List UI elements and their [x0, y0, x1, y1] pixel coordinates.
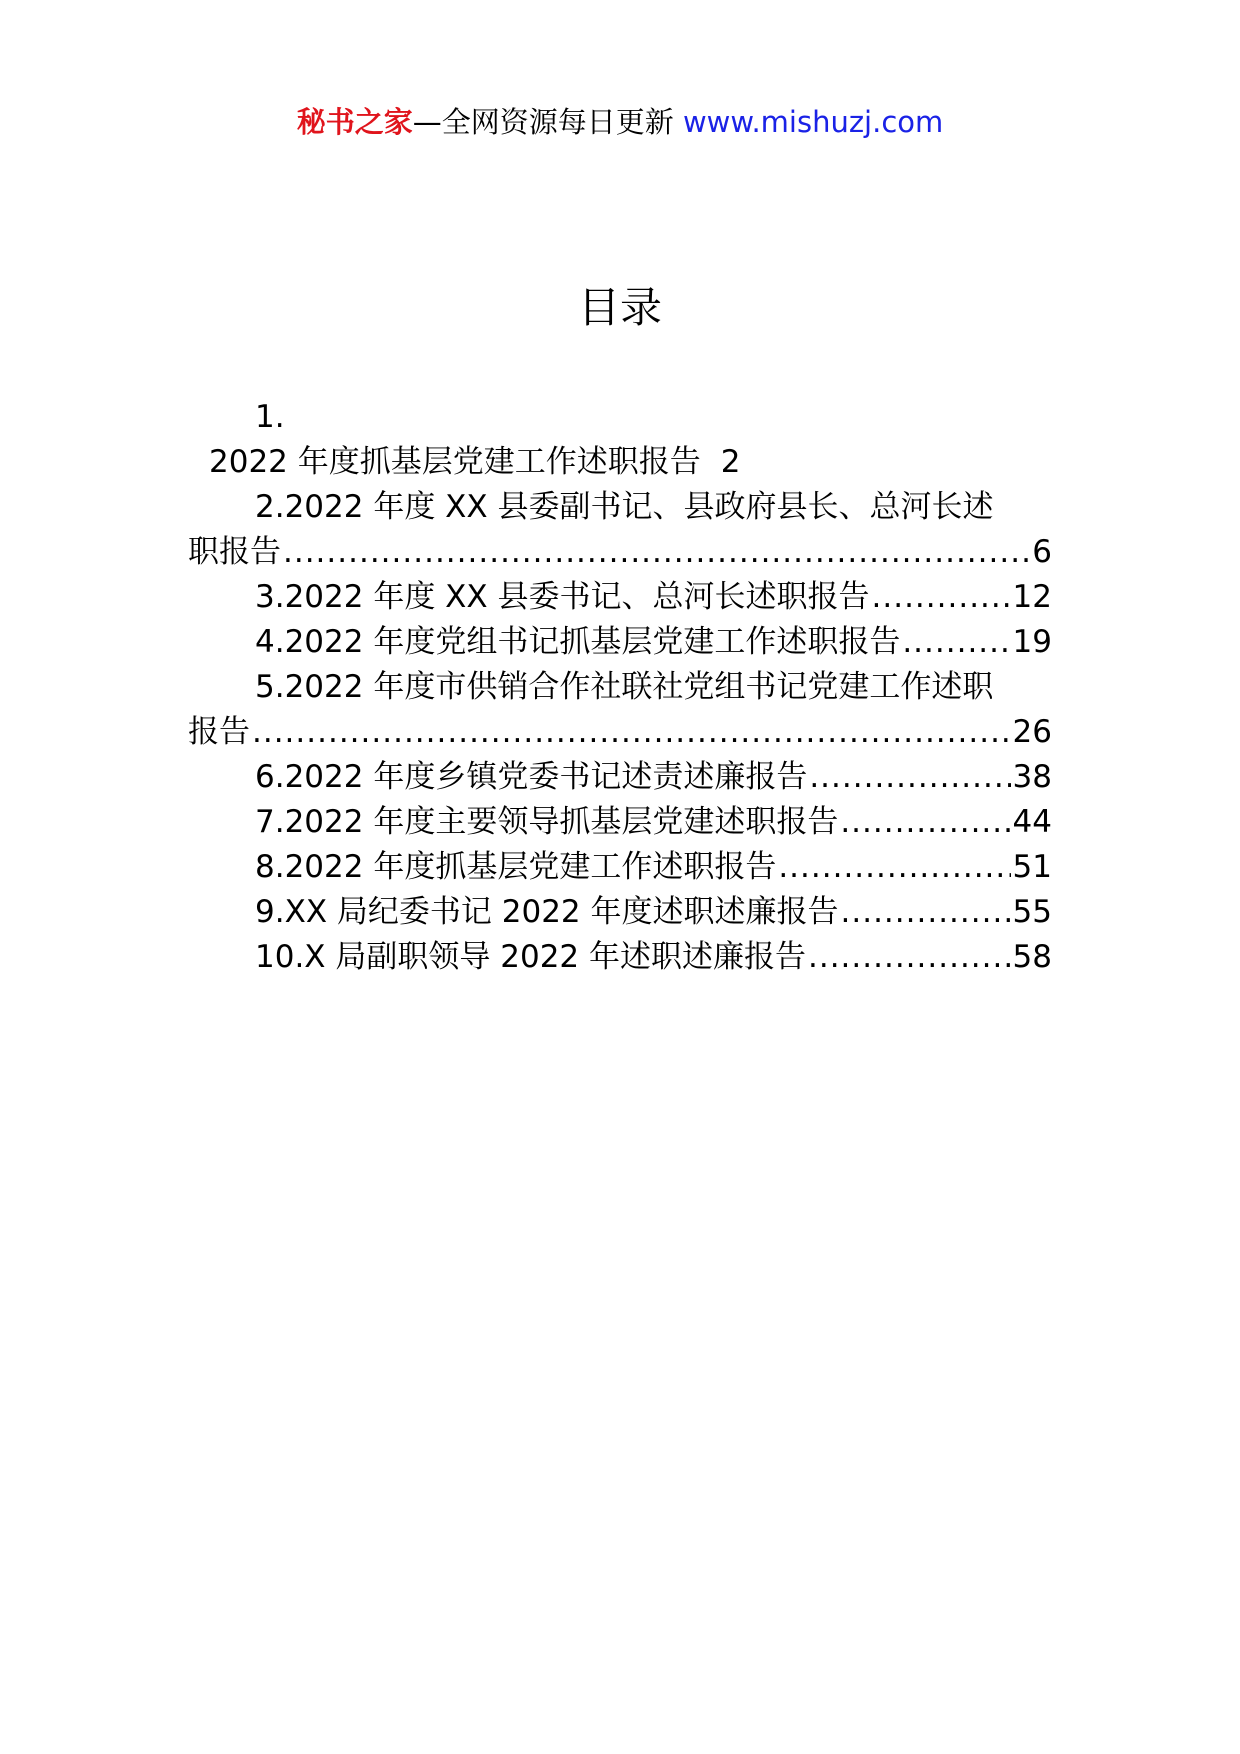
toc-entry-7-text: 7.2022 年度主要领导抓基层党建述职报告 — [255, 804, 839, 840]
toc-entry-10-line — [188, 935, 1052, 980]
toc-entry-10-leader — [808, 935, 1011, 980]
toc-entry-2-text-line1: 2.2022 年度 XX 县委副书记、县政府县长、总河长述 — [255, 489, 994, 525]
toc-entry-7-leader — [840, 800, 1010, 845]
toc-entry-7-page: 44 — [1012, 804, 1052, 840]
toc-entry-2-line1 — [188, 485, 1052, 530]
toc-entry-2-leader — [283, 530, 1030, 575]
toc-entry-1-text-line — [188, 440, 1052, 485]
toc-entry-8-text: 8.2022 年度抓基层党建工作述职报告 — [255, 849, 777, 885]
toc-entry-8-line — [188, 845, 1052, 890]
toc-entry-9-text: 9.XX 局纪委书记 2022 年度述职述廉报告 — [255, 894, 839, 930]
toc-entry-1-text: 2022 年度抓基层党建工作述职报告 — [209, 444, 701, 480]
toc-entry-5-line2 — [188, 710, 1052, 755]
toc-entry-5-leader — [252, 710, 1011, 755]
toc-entry-10-text: 10.X 局副职领导 2022 年述职述廉报告 — [255, 939, 806, 975]
toc-entry-3-line — [188, 575, 1052, 620]
toc-entry-5-line1 — [188, 665, 1052, 710]
page-title: 目录 — [577, 283, 662, 332]
toc-entry-9-page: 55 — [1012, 894, 1052, 930]
toc-entry-3-text: 3.2022 年度 XX 县委书记、总河长述职报告 — [255, 579, 870, 615]
toc-entry-8[interactable] — [188, 845, 1052, 890]
table-of-contents — [188, 395, 1052, 980]
toc-entry-6[interactable] — [188, 755, 1052, 800]
toc-entry-9[interactable] — [188, 890, 1052, 935]
brand-name: 秘书之家 — [296, 105, 413, 139]
toc-entry-2-text-line2: 职报告 — [188, 534, 281, 570]
toc-entry-9-line — [188, 890, 1052, 935]
toc-entry-5-text-line1: 5.2022 年度市供销合作社联社党组书记党建工作述职 — [255, 669, 994, 705]
toc-entry-4-text: 4.2022 年度党组书记抓基层党建工作述职报告 — [255, 624, 901, 660]
toc-entry-6-page: 38 — [1012, 759, 1052, 795]
toc-entry-5-page: 26 — [1012, 714, 1052, 750]
toc-entry-2[interactable] — [188, 485, 1052, 575]
toc-entry-5[interactable] — [188, 665, 1052, 755]
toc-entry-2-page: 6 — [1032, 534, 1052, 570]
toc-entry-6-text: 6.2022 年度乡镇党委书记述责述廉报告 — [255, 759, 808, 795]
toc-entry-6-leader — [809, 755, 1010, 800]
toc-entry-3-leader — [872, 575, 1011, 620]
toc-entry-4-line — [188, 620, 1052, 665]
toc-entry-4-page: 19 — [1012, 624, 1052, 660]
header-tagline: —全网资源每日更新 — [412, 105, 683, 139]
toc-entry-10[interactable] — [188, 935, 1052, 980]
toc-entry-3-page: 12 — [1012, 579, 1052, 615]
toc-entry-1[interactable] — [188, 395, 1052, 485]
toc-entry-8-page: 51 — [1012, 849, 1052, 885]
toc-entry-1-number: 1. — [255, 399, 285, 435]
website-link[interactable]: www.mishuzj.com — [682, 105, 944, 139]
toc-entry-1-number-line — [188, 395, 1052, 440]
toc-entry-7-line — [188, 800, 1052, 845]
toc-entry-2-line2 — [188, 530, 1052, 575]
toc-entry-4[interactable] — [188, 620, 1052, 665]
toc-entry-5-text-line2: 报告 — [188, 714, 250, 750]
toc-entry-8-leader — [778, 845, 1010, 890]
toc-entry-7[interactable] — [188, 800, 1052, 845]
toc-entry-6-line — [188, 755, 1052, 800]
toc-entry-10-page: 58 — [1012, 939, 1052, 975]
toc-entry-3[interactable] — [188, 575, 1052, 620]
toc-entry-9-leader — [841, 890, 1011, 935]
toc-entry-1-page: 2 — [720, 444, 741, 480]
toc-entry-4-leader — [902, 620, 1010, 665]
page-header — [0, 100, 1240, 144]
